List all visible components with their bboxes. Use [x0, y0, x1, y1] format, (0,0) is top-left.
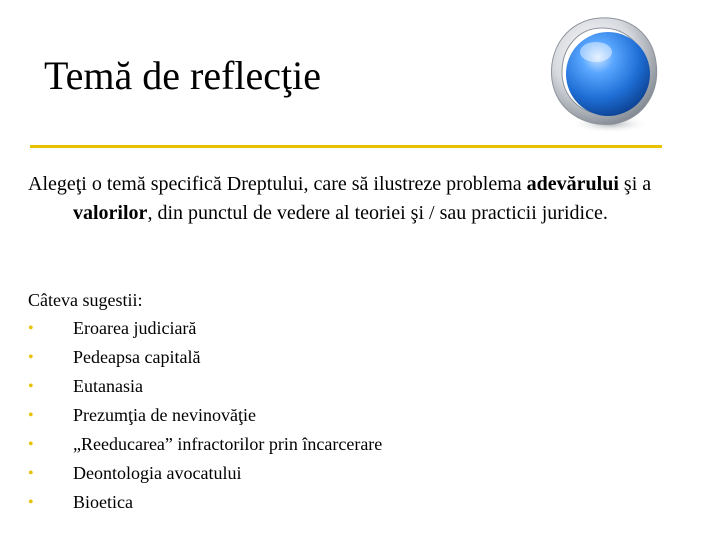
- blue-sphere-logo-icon: [546, 14, 662, 136]
- list-item: [28, 459, 382, 488]
- list-item: [28, 314, 382, 343]
- intro-text-3: , din punctul de vedere al teoriei şi / sau practicii juridice.: [147, 202, 608, 224]
- list-item-label: Eutanasia: [73, 376, 143, 396]
- bullet-icon: •: [28, 378, 34, 395]
- intro-bold-values: valorilor: [73, 202, 148, 224]
- list-item-label: Eroarea judiciară: [73, 318, 197, 338]
- list-item: [28, 343, 382, 372]
- suggestions-heading: Câteva sugestii:: [28, 290, 143, 310]
- suggestions-list: [28, 314, 382, 517]
- list-item: [28, 401, 382, 430]
- bullet-icon: •: [28, 320, 34, 337]
- title-underline: [30, 145, 662, 148]
- intro-text-2: şi a: [618, 173, 652, 195]
- list-item-label: Prezumţia de nevinovăţie: [73, 405, 256, 425]
- bullet-icon: •: [28, 494, 34, 511]
- list-item-label: Pedeapsa capitală: [73, 347, 201, 367]
- bullet-icon: •: [28, 436, 34, 453]
- bullet-icon: •: [28, 465, 34, 482]
- list-item-label: Bioetica: [73, 492, 133, 512]
- intro-bold-truth: adevărului: [526, 173, 619, 195]
- intro-paragraph: [28, 170, 720, 228]
- bullet-icon: •: [28, 349, 34, 366]
- list-item: [28, 488, 382, 517]
- slide-title: Temă de reflecţie: [44, 53, 322, 98]
- list-item: [28, 372, 382, 401]
- list-item-label: „Reeducarea” infractorilor prin încarcerare: [73, 434, 383, 454]
- list-item: [28, 430, 382, 459]
- bullet-icon: •: [28, 407, 34, 424]
- list-item-label: Deontologia avocatului: [73, 463, 242, 483]
- intro-text-1: Alegeţi o temă specifică Dreptului, care să ilustreze problema: [28, 173, 527, 195]
